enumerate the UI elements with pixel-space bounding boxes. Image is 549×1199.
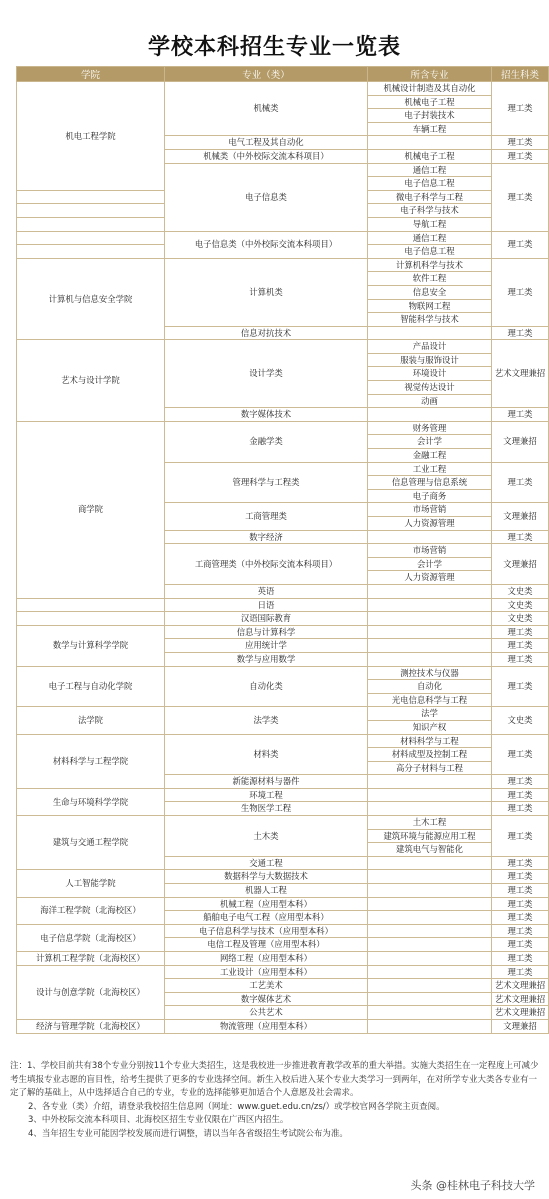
college-cell: 机电工程学院 — [17, 82, 165, 191]
enrollment-type-cell: 文理兼招 — [492, 544, 549, 585]
table-row — [17, 666, 549, 680]
college-cell: 电子工程与自动化学院 — [17, 666, 165, 707]
enrollment-type-cell: 艺术文理兼招 — [492, 340, 549, 408]
enrollment-type-cell: 理工类 — [492, 788, 549, 802]
table-body — [17, 82, 549, 1034]
included-major-cell — [368, 612, 492, 626]
included-major-cell — [368, 584, 492, 598]
college-cell: 人工智能学院 — [17, 870, 165, 897]
included-major-cell — [368, 408, 492, 422]
major-category-cell: 数字媒体艺术 — [165, 992, 368, 1006]
included-major-cell — [368, 965, 492, 979]
included-major-cell: 会计学 — [368, 557, 492, 571]
table-row — [17, 965, 549, 979]
table-row — [17, 952, 549, 966]
major-category-cell: 电信工程及管理（应用型本科） — [165, 938, 368, 952]
included-major-cell: 计算机科学与技术 — [368, 258, 492, 272]
included-major-cell: 机械设计制造及其自动化 — [368, 82, 492, 96]
college-cell: 海洋工程学院（北海校区） — [17, 897, 165, 924]
major-category-cell: 交通工程 — [165, 856, 368, 870]
college-cell — [17, 612, 165, 626]
major-category-cell: 网络工程（应用型本科） — [165, 952, 368, 966]
enrollment-type-cell: 理工类 — [492, 870, 549, 884]
header-major-category: 专业（类） — [165, 67, 368, 82]
included-major-cell: 产品设计 — [368, 340, 492, 354]
included-major-cell — [368, 897, 492, 911]
major-category-cell: 应用统计学 — [165, 639, 368, 653]
included-major-cell: 物联网工程 — [368, 299, 492, 313]
enrollment-type-cell: 艺术文理兼招 — [492, 992, 549, 1006]
included-major-cell: 电子封装技术 — [368, 109, 492, 123]
included-major-cell: 材料成型及控制工程 — [368, 748, 492, 762]
enrollment-type-cell: 理工类 — [492, 938, 549, 952]
enrollment-type-cell: 理工类 — [492, 952, 549, 966]
included-major-cell: 微电子科学与工程 — [368, 190, 492, 204]
college-cell: 设计与创意学院（北海校区） — [17, 965, 165, 1019]
included-major-cell — [368, 788, 492, 802]
included-major-cell: 信息安全 — [368, 285, 492, 299]
enrollment-type-cell: 理工类 — [492, 652, 549, 666]
page-title: 学校本科招生专业一览表 — [147, 35, 401, 60]
major-category-cell: 金融学类 — [165, 421, 368, 462]
major-category-cell: 电子信息类（中外校际交流本科项目） — [165, 231, 368, 258]
included-major-cell: 智能科学与技术 — [368, 313, 492, 327]
college-cell: 计算机工程学院（北海校区） — [17, 952, 165, 966]
included-major-cell — [368, 639, 492, 653]
major-category-cell: 数据科学与大数据技术 — [165, 870, 368, 884]
college-cell: 经济与管理学院（北海校区） — [17, 1019, 165, 1033]
college-cell: 法学院 — [17, 707, 165, 734]
table-row — [17, 258, 549, 272]
major-category-cell: 汉语国际教育 — [165, 612, 368, 626]
included-major-cell — [368, 326, 492, 340]
table-row — [17, 734, 549, 748]
included-major-cell: 电子信息工程 — [368, 245, 492, 259]
college-cell: 艺术与设计学院 — [17, 340, 165, 422]
included-major-cell: 金融工程 — [368, 449, 492, 463]
included-major-cell — [368, 1006, 492, 1020]
included-major-cell — [368, 884, 492, 898]
college-cell: 数学与计算科学学院 — [17, 625, 165, 666]
header-enrollment-type: 招生科类 — [492, 67, 549, 82]
major-category-cell: 环境工程 — [165, 788, 368, 802]
included-major-cell — [368, 1019, 492, 1033]
included-major-cell: 通信工程 — [368, 231, 492, 245]
college-cell — [17, 204, 165, 218]
major-category-cell: 机器人工程 — [165, 884, 368, 898]
enrollment-type-cell: 理工类 — [492, 326, 549, 340]
major-category-cell: 机械工程（应用型本科） — [165, 897, 368, 911]
included-major-cell — [368, 652, 492, 666]
included-major-cell — [368, 938, 492, 952]
table-row — [17, 625, 549, 639]
table-row — [17, 231, 549, 245]
table-row — [17, 816, 549, 830]
enrollment-type-cell: 理工类 — [492, 897, 549, 911]
major-category-cell: 公共艺术 — [165, 1006, 368, 1020]
major-category-cell: 管理科学与工程类 — [165, 462, 368, 503]
major-category-cell: 物流管理（应用型本科） — [165, 1019, 368, 1033]
college-cell — [17, 231, 165, 245]
table-row — [17, 870, 549, 884]
included-major-cell — [368, 856, 492, 870]
included-major-cell: 高分子材料与工程 — [368, 761, 492, 775]
enrollment-type-cell: 文史类 — [492, 707, 549, 734]
enrollment-type-cell: 理工类 — [492, 911, 549, 925]
included-major-cell — [368, 952, 492, 966]
enrollment-type-cell: 理工类 — [492, 136, 549, 150]
major-category-cell: 设计学类 — [165, 340, 368, 408]
college-cell — [17, 190, 165, 204]
included-major-cell: 会计学 — [368, 435, 492, 449]
major-category-cell: 材料类 — [165, 734, 368, 775]
college-cell — [17, 217, 165, 231]
major-category-cell: 计算机类 — [165, 258, 368, 326]
included-major-cell: 视觉传达设计 — [368, 381, 492, 395]
included-major-cell: 电子信息工程 — [368, 177, 492, 191]
included-major-cell: 人力资源管理 — [368, 571, 492, 585]
included-major-cell: 车辆工程 — [368, 122, 492, 136]
major-category-cell: 新能源材料与器件 — [165, 775, 368, 789]
note-2: 2、各专业（类）介绍，请登录我校招生信息网（网址：www.guet.edu.cn/zs/）或学校官网各学院主页查阅。 — [28, 1101, 445, 1112]
major-category-cell: 电气工程及其自动化 — [165, 136, 368, 150]
included-major-cell — [368, 775, 492, 789]
included-major-cell — [368, 530, 492, 544]
college-cell: 生命与环境科学学院 — [17, 788, 165, 815]
included-major-cell: 工业工程 — [368, 462, 492, 476]
included-major-cell: 财务管理 — [368, 421, 492, 435]
included-major-cell — [368, 802, 492, 816]
enrollment-type-cell: 理工类 — [492, 639, 549, 653]
enrollment-type-cell: 理工类 — [492, 775, 549, 789]
table-row — [17, 1019, 549, 1033]
major-category-cell: 法学类 — [165, 707, 368, 734]
majors-table — [16, 66, 549, 1034]
enrollment-type-cell: 文理兼招 — [492, 503, 549, 530]
college-cell: 建筑与交通工程学院 — [17, 816, 165, 870]
major-category-cell: 信息与计算科学 — [165, 625, 368, 639]
major-category-cell: 船舶电子电气工程（应用型本科） — [165, 911, 368, 925]
enrollment-type-cell: 文理兼招 — [492, 1019, 549, 1033]
included-major-cell: 市场营销 — [368, 544, 492, 558]
enrollment-type-cell: 理工类 — [492, 884, 549, 898]
included-major-cell — [368, 911, 492, 925]
included-major-cell: 材料科学与工程 — [368, 734, 492, 748]
table-header-row — [17, 67, 549, 82]
college-cell — [17, 598, 165, 612]
table-row — [17, 340, 549, 354]
enrollment-type-cell: 文史类 — [492, 584, 549, 598]
enrollment-type-cell: 理工类 — [492, 816, 549, 857]
major-category-cell: 数学与应用数学 — [165, 652, 368, 666]
header-included-majors: 所含专业 — [368, 67, 492, 82]
major-category-cell: 工艺美术 — [165, 979, 368, 993]
included-major-cell: 测控技术与仪器 — [368, 666, 492, 680]
enrollment-type-cell: 理工类 — [492, 625, 549, 639]
note-4: 4、当年招生专业可能因学校发展而进行调整，请以当年各省级招生考试院公布为准。 — [28, 1128, 348, 1139]
source-watermark: 头条 @桂林电子科技大学 — [410, 1179, 535, 1192]
college-cell — [17, 245, 165, 259]
included-major-cell: 知识产权 — [368, 720, 492, 734]
major-category-cell: 数字媒体技术 — [165, 408, 368, 422]
enrollment-type-cell: 理工类 — [492, 965, 549, 979]
college-cell: 商学院 — [17, 421, 165, 598]
enrollment-type-cell: 文理兼招 — [492, 421, 549, 462]
major-category-cell: 土木类 — [165, 816, 368, 857]
enrollment-type-cell: 理工类 — [492, 530, 549, 544]
included-major-cell: 建筑环境与能源应用工程 — [368, 829, 492, 843]
note-3: 3、中外校际交流本科项目、北海校区招生专业仅限在广西区内招生。 — [28, 1115, 289, 1125]
included-major-cell: 导航工程 — [368, 217, 492, 231]
note-1: 注：1、学校目前共有38个专业分别按11个专业大类招生，这是我校进一步推进教育教学改革的重大举措。实施大类招生在一定程度上可减少考生填报专业志愿的盲目性，给考生提供了更多的专业选择空间。新生入校后进入某个专业大类学习一到两年，在对所学专业大类各专业有一定了解的基础上，从中选择适合自己的专业，专业的选择能够更加适合个人意愿及社会需求。 — [10, 1061, 539, 1098]
included-major-cell — [368, 870, 492, 884]
major-category-cell: 工业设计（应用型本科） — [165, 965, 368, 979]
enrollment-type-cell: 理工类 — [492, 856, 549, 870]
included-major-cell: 人力资源管理 — [368, 517, 492, 531]
enrollment-type-cell: 理工类 — [492, 734, 549, 775]
included-major-cell: 环境设计 — [368, 367, 492, 381]
table-row — [17, 421, 549, 435]
major-category-cell: 机械类（中外校际交流本科项目） — [165, 149, 368, 163]
enrollment-type-cell: 理工类 — [492, 163, 549, 231]
included-major-cell — [368, 992, 492, 1006]
included-major-cell — [368, 625, 492, 639]
college-cell: 材料科学与工程学院 — [17, 734, 165, 788]
included-major-cell: 服装与服饰设计 — [368, 353, 492, 367]
major-category-cell: 数字经济 — [165, 530, 368, 544]
table-row — [17, 612, 549, 626]
included-major-cell: 机械电子工程 — [368, 95, 492, 109]
included-major-cell: 电子商务 — [368, 489, 492, 503]
table-row — [17, 788, 549, 802]
included-major-cell — [368, 598, 492, 612]
enrollment-type-cell: 理工类 — [492, 924, 549, 938]
included-major-cell: 机械电子工程 — [368, 149, 492, 163]
major-category-cell: 电子信息科学与技术（应用型本科） — [165, 924, 368, 938]
footnotes — [10, 1060, 540, 1141]
enrollment-type-cell: 理工类 — [492, 82, 549, 136]
enrollment-type-cell: 理工类 — [492, 258, 549, 326]
enrollment-type-cell: 理工类 — [492, 802, 549, 816]
major-category-cell: 信息对抗技术 — [165, 326, 368, 340]
college-cell: 计算机与信息安全学院 — [17, 258, 165, 340]
table-row — [17, 924, 549, 938]
included-major-cell: 建筑电气与智能化 — [368, 843, 492, 857]
enrollment-type-cell: 理工类 — [492, 408, 549, 422]
enrollment-type-cell: 理工类 — [492, 462, 549, 503]
table-row — [17, 598, 549, 612]
major-category-cell: 工商管理类 — [165, 503, 368, 530]
enrollment-type-cell: 艺术文理兼招 — [492, 979, 549, 993]
included-major-cell: 通信工程 — [368, 163, 492, 177]
included-major-cell: 市场营销 — [368, 503, 492, 517]
included-major-cell: 信息管理与信息系统 — [368, 476, 492, 490]
included-major-cell: 电子科学与技术 — [368, 204, 492, 218]
table-row — [17, 897, 549, 911]
included-major-cell: 自动化 — [368, 680, 492, 694]
enrollment-type-cell: 理工类 — [492, 666, 549, 707]
major-category-cell: 日语 — [165, 598, 368, 612]
enrollment-type-cell: 艺术文理兼招 — [492, 1006, 549, 1020]
included-major-cell — [368, 924, 492, 938]
included-major-cell: 软件工程 — [368, 272, 492, 286]
included-major-cell — [368, 979, 492, 993]
enrollment-type-cell: 文史类 — [492, 612, 549, 626]
included-major-cell — [368, 136, 492, 150]
table-row — [17, 82, 549, 96]
header-college: 学院 — [17, 67, 165, 82]
included-major-cell: 法学 — [368, 707, 492, 721]
major-category-cell: 工商管理类（中外校际交流本科项目） — [165, 544, 368, 585]
enrollment-type-cell: 文史类 — [492, 598, 549, 612]
major-category-cell: 生物医学工程 — [165, 802, 368, 816]
major-category-cell: 机械类 — [165, 82, 368, 136]
major-category-cell: 自动化类 — [165, 666, 368, 707]
college-cell: 电子信息学院（北海校区） — [17, 924, 165, 951]
included-major-cell: 动画 — [368, 394, 492, 408]
enrollment-type-cell: 理工类 — [492, 149, 549, 163]
included-major-cell: 光电信息科学与工程 — [368, 693, 492, 707]
included-major-cell: 土木工程 — [368, 816, 492, 830]
table-row — [17, 707, 549, 721]
major-category-cell: 电子信息类 — [165, 163, 368, 231]
major-category-cell: 英语 — [165, 584, 368, 598]
enrollment-type-cell: 理工类 — [492, 231, 549, 258]
